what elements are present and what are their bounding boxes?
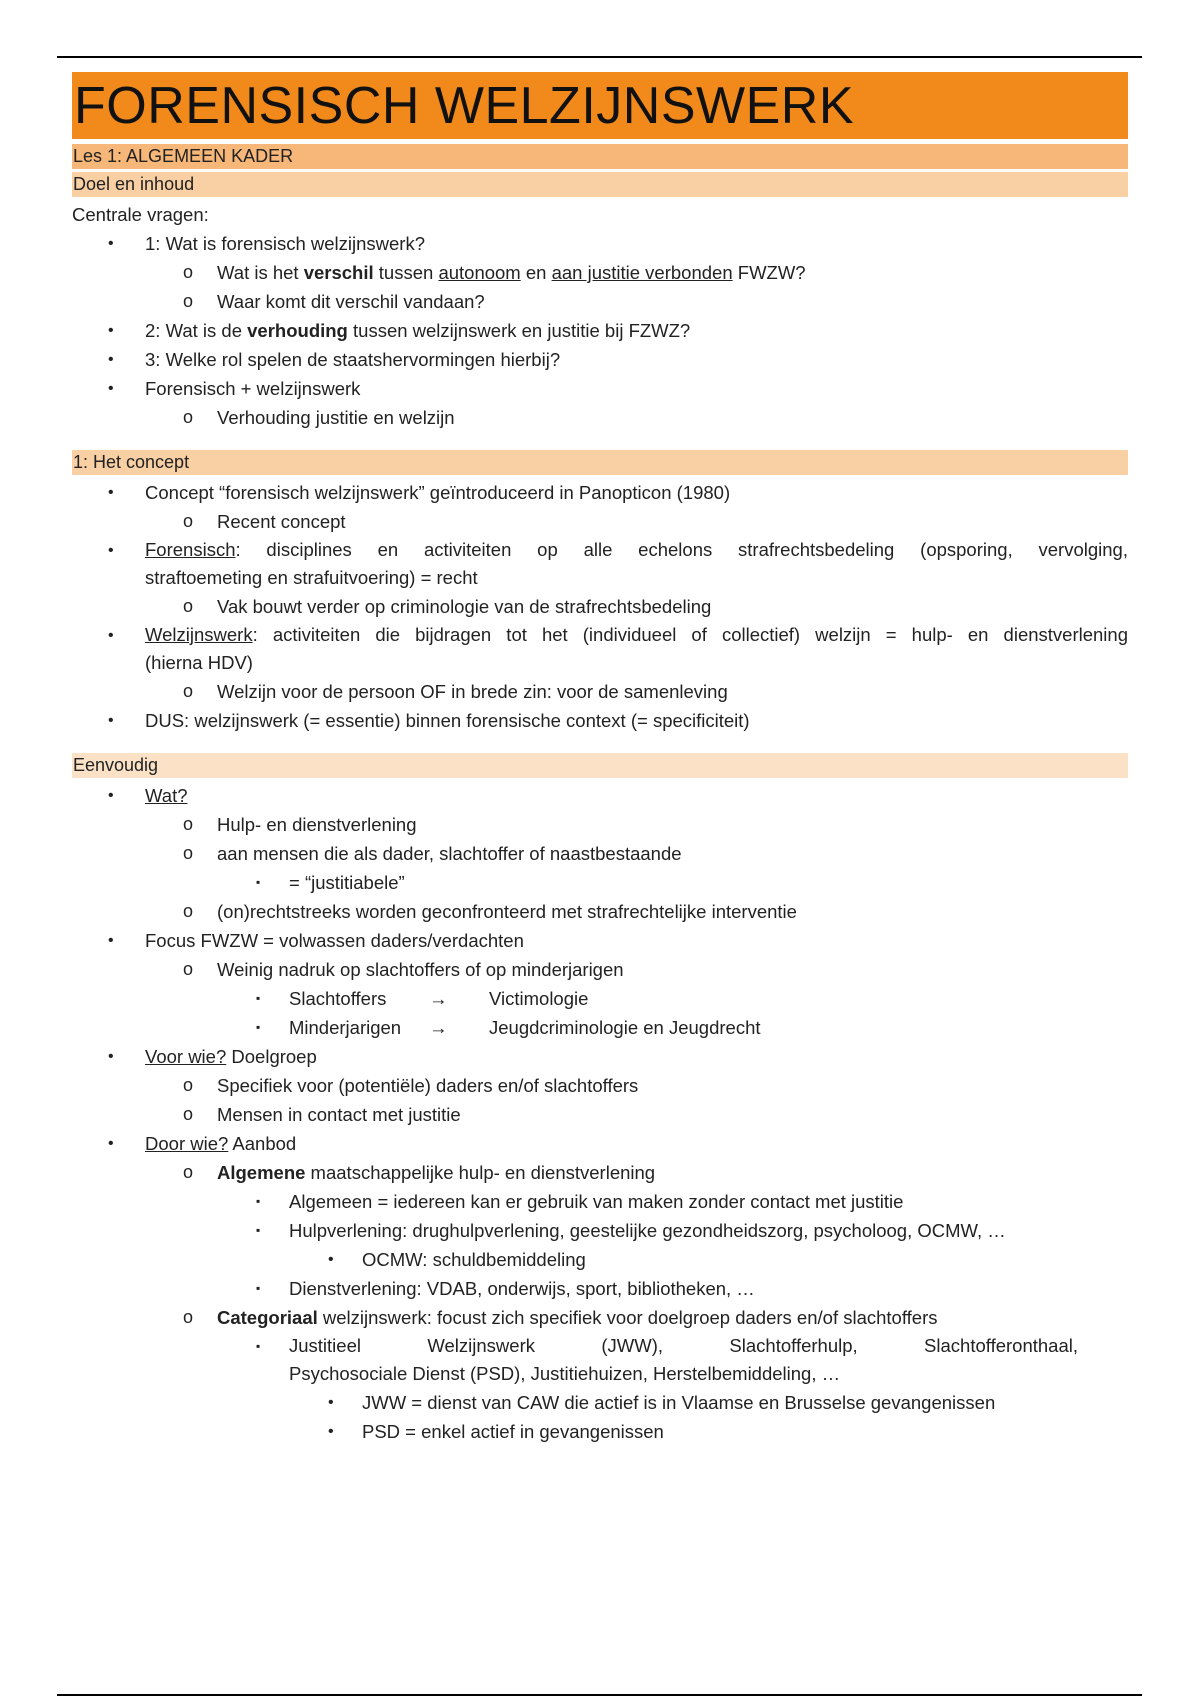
list-item: • Door wie? Aanbod xyxy=(72,1129,1128,1158)
bullet-icon: • xyxy=(108,542,114,559)
bullet-icon: • xyxy=(328,1251,334,1268)
list-item: ▪ Justitieel Welzijnswerk (JWW), Slachtofferhulp, Slachtofferonthaal, Psychosociale Dienst (PSD), Justitiehuizen, Herstelbemiddeling, … xyxy=(72,1332,1128,1388)
lesson-heading: Les 1: ALGEMEEN KADER xyxy=(72,144,1128,169)
bullet-icon: o xyxy=(183,1104,194,1124)
bullet-icon: • xyxy=(108,712,114,729)
list-item: • 3: Welke rol spelen de staatshervormingen hierbij? xyxy=(72,345,1128,374)
bullet-icon: o xyxy=(183,901,194,921)
list-item: ▪ Hulpverlening: drughulpverlening, geestelijke gezondheidszorg, psycholoog, OCMW, … xyxy=(72,1216,1128,1245)
list-item: ▪ Algemeen = iedereen kan er gebruik van maken zonder contact met justitie xyxy=(72,1187,1128,1216)
square-bullet-icon: ▪ xyxy=(256,1339,261,1353)
bullet-icon: • xyxy=(108,1135,114,1152)
list-item: • PSD = enkel actief in gevangenissen xyxy=(72,1417,1128,1446)
list-item: ▪ Slachtoffers → Victimologie xyxy=(72,984,1128,1013)
list-item: o Mensen in contact met justitie xyxy=(72,1100,1128,1129)
list-item: o Algemene maatschappelijke hulp- en dienstverlening xyxy=(72,1158,1128,1187)
list-item: ▪ Minderjarigen → Jeugdcriminologie en Jeugdrecht xyxy=(72,1013,1128,1042)
arrow-right-icon: → xyxy=(429,988,448,1009)
bullet-icon: • xyxy=(108,484,114,501)
list-item: • Voor wie? Doelgroep xyxy=(72,1042,1128,1071)
list-item: • 2: Wat is de verhouding tussen welzijnswerk en justitie bij FZWZ? xyxy=(72,316,1128,345)
list-item: o (on)rechtstreeks worden geconfronteerd met strafrechtelijke interventie xyxy=(72,897,1128,926)
section-heading-eenvoudig: Eenvoudig xyxy=(72,753,1128,778)
bullet-icon: • xyxy=(108,627,114,644)
bullet-icon: o xyxy=(183,1307,194,1327)
bullet-icon: • xyxy=(108,1048,114,1065)
bullet-icon: • xyxy=(108,932,114,949)
list-item: • 1: Wat is forensisch welzijnswerk? xyxy=(72,229,1128,258)
list-item: o Specifiek voor (potentiële) daders en/of slachtoffers xyxy=(72,1071,1128,1100)
document-title-bar xyxy=(72,72,1128,139)
bullet-icon: o xyxy=(183,843,194,863)
bullet-icon: o xyxy=(183,959,194,979)
section-heading-doel: Doel en inhoud xyxy=(72,172,1128,197)
bullet-icon: o xyxy=(183,407,194,427)
bullet-icon: o xyxy=(183,814,194,834)
list-item: • Forensisch: disciplines en activiteiten op alle echelons strafrechtsbedeling (opsporing, vervolging, straftoemeting en strafuitvoering) = recht xyxy=(72,536,1128,592)
centrale-vragen-label: Centrale vragen: xyxy=(72,204,209,225)
list-item: o Hulp- en dienstverlening xyxy=(72,810,1128,839)
list-item: ▪ = “justitiabele” xyxy=(72,868,1128,897)
top-rule xyxy=(57,56,1142,58)
list-item: o Verhouding justitie en welzijn xyxy=(72,403,1128,432)
bullet-icon: • xyxy=(108,351,114,368)
bullet-icon: o xyxy=(183,511,194,531)
list-item: • Forensisch + welzijnswerk xyxy=(72,374,1128,403)
square-bullet-icon: ▪ xyxy=(256,1281,261,1295)
square-bullet-icon: ▪ xyxy=(256,991,261,1005)
bullet-icon: • xyxy=(328,1394,334,1411)
list-item: o aan mensen die als dader, slachtoffer of naastbestaande xyxy=(72,839,1128,868)
bullet-icon: o xyxy=(183,681,194,701)
list-item: o Welzijn voor de persoon OF in brede zin: voor de samenleving xyxy=(72,677,1128,706)
list-item: • Welzijnswerk: activiteiten die bijdragen tot het (individueel of collectief) welzijn = hulp- en dienstverlening (hierna HDV) xyxy=(72,621,1128,677)
list-item: o Wat is het verschil tussen autonoom en aan justitie verbonden FWZW? xyxy=(72,258,1128,287)
square-bullet-icon: ▪ xyxy=(256,1020,261,1034)
list-item: o Recent concept xyxy=(72,507,1128,536)
square-bullet-icon: ▪ xyxy=(256,1194,261,1208)
bullet-icon: o xyxy=(183,596,194,616)
bullet-icon: o xyxy=(183,1162,194,1182)
arrow-right-icon: → xyxy=(429,1017,448,1038)
bullet-icon: • xyxy=(108,787,114,804)
bullet-icon: • xyxy=(328,1423,334,1440)
list-item: o Vak bouwt verder op criminologie van de strafrechtsbedeling xyxy=(72,592,1128,621)
bullet-icon: • xyxy=(108,322,114,339)
list-item: o Weinig nadruk op slachtoffers of op minderjarigen xyxy=(72,955,1128,984)
document-title: FORENSISCH WELZIJNSWERK xyxy=(74,76,854,135)
list-item: ▪ Dienstverlening: VDAB, onderwijs, sport, bibliotheken, … xyxy=(72,1274,1128,1303)
list-item: • Focus FWZW = volwassen daders/verdachten xyxy=(72,926,1128,955)
document-page xyxy=(72,72,1128,1446)
square-bullet-icon: ▪ xyxy=(256,1223,261,1237)
bullet-icon: o xyxy=(183,1075,194,1095)
list-item: o Categoriaal welzijnswerk: focust zich specifiek voor doelgroep daders en/of slachtoffers xyxy=(72,1303,1128,1332)
bullet-icon: o xyxy=(183,291,194,311)
list-item: • DUS: welzijnswerk (= essentie) binnen forensische context (= specificiteit) xyxy=(72,706,1128,735)
list-item: • Wat? xyxy=(72,781,1128,810)
bullet-icon: o xyxy=(183,262,194,282)
list-item: o Waar komt dit verschil vandaan? xyxy=(72,287,1128,316)
bullet-icon: • xyxy=(108,380,114,397)
section-heading-concept: 1: Het concept xyxy=(72,450,1128,475)
list-item: • OCMW: schuldbemiddeling xyxy=(72,1245,1128,1274)
list-item: • Concept “forensisch welzijnswerk” geïntroduceerd in Panopticon (1980) xyxy=(72,478,1128,507)
bottom-rule xyxy=(57,1694,1142,1696)
list-item: • JWW = dienst van CAW die actief is in Vlaamse en Brusselse gevangenissen xyxy=(72,1388,1128,1417)
square-bullet-icon: ▪ xyxy=(256,875,261,889)
bullet-icon: • xyxy=(108,235,114,252)
